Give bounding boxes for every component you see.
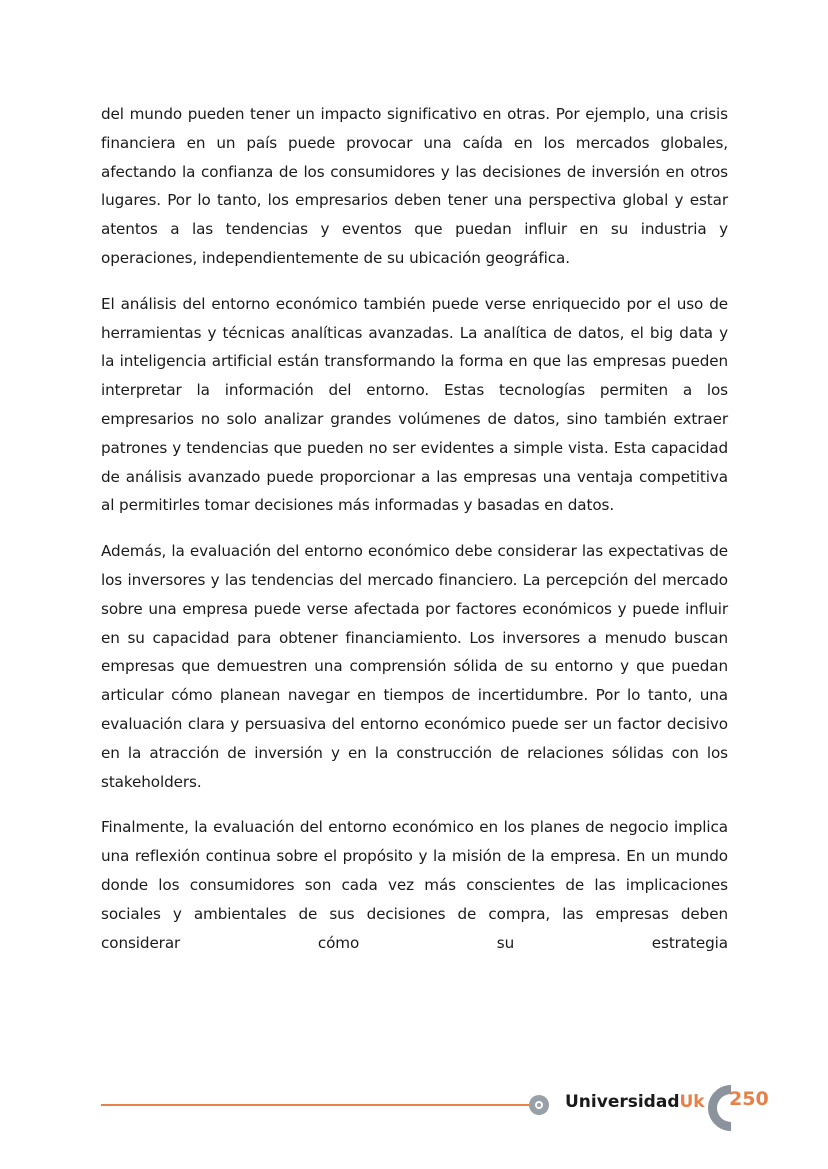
paragraph: El análisis del entorno económico también puede verse enriquecido por el uso de herramientas y técnicas analíticas avanzadas. La analítica de datos, el big data y la inteligencia artificial están transformando la forma en que las empresas pueden interpretar la información del entorno. Estas tecnologías permiten a los empresarios no solo analizar grandes volúmenes de datos, sino también extraer patrones y tendencias que pueden no ser evidentes a simple vista. Esta capacidad de análisis avanzado puede proporcionar a las empresas una ventaja competitiva al permitirles tomar decisiones más informadas y basadas en datos.	[101, 294, 728, 515]
footer-divider	[101, 1104, 531, 1106]
paragraph: Finalmente, la evaluación del entorno económico en los planes de negocio implica una reflexión continua sobre el propósito y la misión de la empresa. En un mundo donde los consumidores son cada vez más conscientes de las implicaciones sociales y ambientales de sus decisiones de compra, las empresas deben considerar cómo su estrategia	[101, 818, 728, 952]
paragraph: del mundo pueden tener un impacto significativo en otras. Por ejemplo, una crisis financiera en un país puede provocar una caída en los mercados globales, afectando la confianza de los consumidores y las decisiones de inversión en otros lugares. Por lo tanto, los empresarios deben tener una perspectiva global y estar atentos a las tendencias y eventos que puedan influir en su industria y operaciones, independientemente de su ubicación geográfica.	[101, 105, 728, 267]
circle-bullet-icon	[529, 1095, 549, 1115]
brand-logo	[565, 1092, 705, 1112]
brand-suffix: Uk	[679, 1092, 705, 1112]
paragraph: Además, la evaluación del entorno económico debe considerar las expectativas de los inversores y las tendencias del mercado financiero. La percepción del mercado sobre una empresa puede verse afectada por factores económicos y puede influir en su capacidad para obtener financiamiento. Los inversores a menudo buscan empresas que demuestren una comprensión sólida de su entorno y que puedan articular cómo planean navegar en tiempos de incertidumbre. Por lo tanto, una evaluación clara y persuasiva del entorno económico puede ser un factor decisivo en la atracción de inversión y en la construcción de relaciones sólidas con los stakeholders.	[101, 542, 728, 791]
page-body	[101, 100, 728, 974]
page-footer	[0, 1070, 828, 1130]
brand-name: Universidad	[565, 1092, 680, 1112]
page-number: 250	[729, 1088, 769, 1110]
